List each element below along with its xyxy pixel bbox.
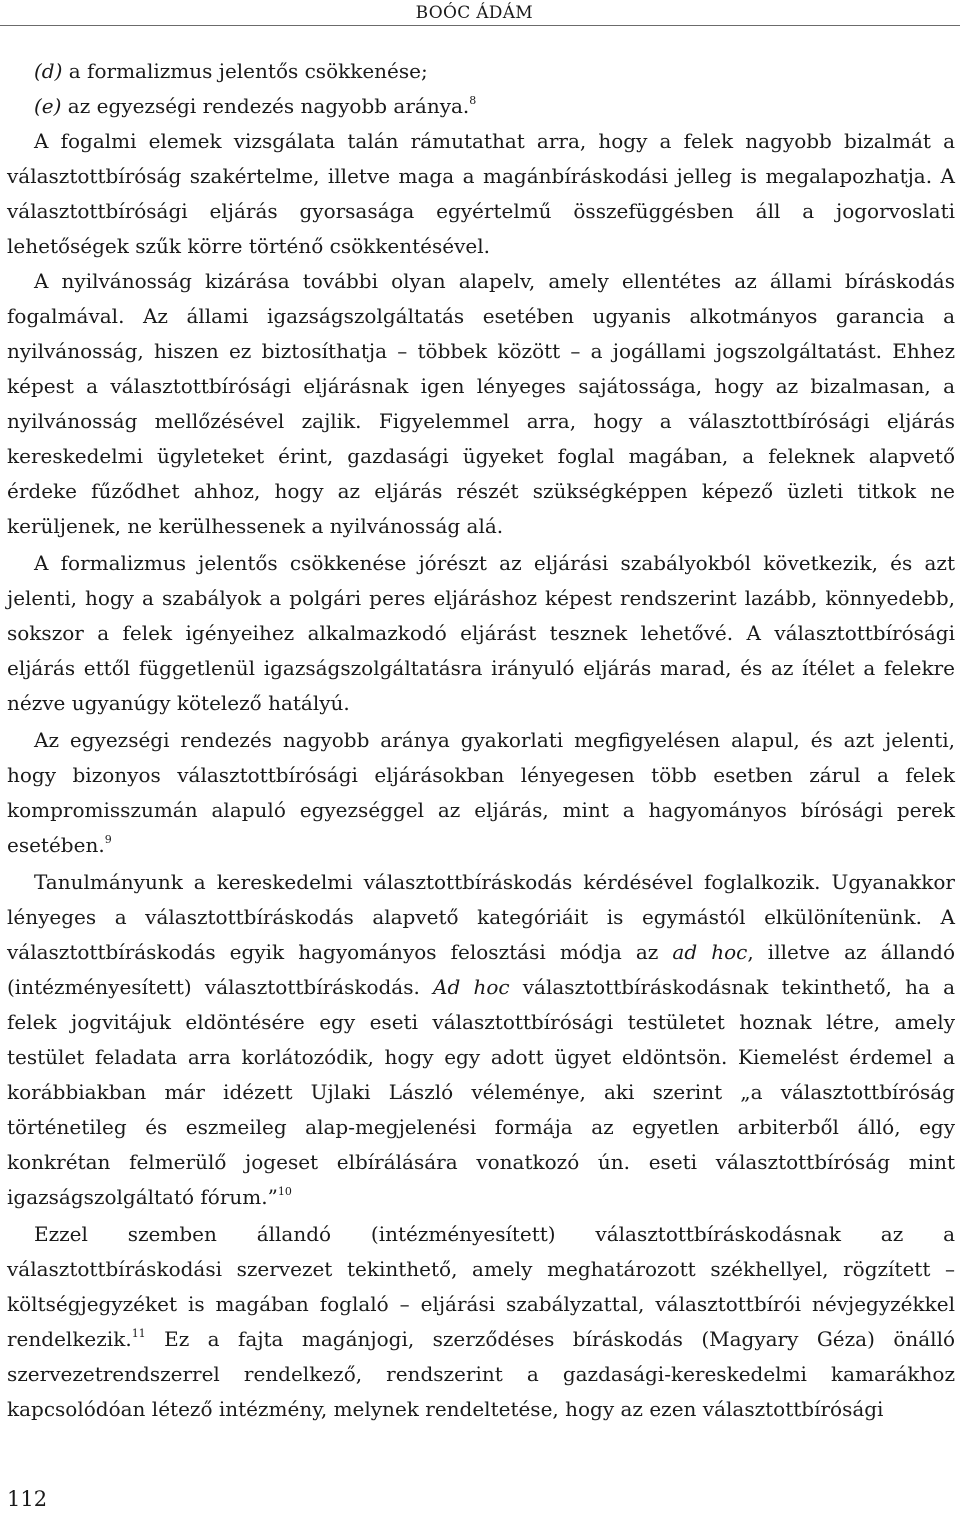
running-head-author: BOÓC ÁDÁM [415,3,533,23]
list-item-d [7,54,955,89]
list-marker: (d) [34,59,63,83]
page-number: 112 [7,1487,48,1511]
paragraph-text: választottbíráskodásnak tekinthető, ha a felek jogvitájuk eldöntésére egy eseti választottbírósági testületet hoznak létre, amely testület feladata arra korlátozódik, hogy egy adott ügyet eldöntsön. Kiemelést érdemel a korábbiakban már idézett Ujlaki László véleménye, aki szerint „a választottbíróság történetileg és eszmeileg alap-megjelenési formája az egyetlen arbiterből álló, egy konkrétan felmerülő jogeset elbírálására vonatkozó ún. eseti választottbíróság mint igazságszolgáltató fórum.” [7,975,955,1209]
paragraph-text: A fogalmi elemek vizsgálata talán rámutathat arra, hogy a felek nagyobb bizalmát a választottbíróság szakértelme, illetve maga a magánbíráskodási jelleg is megalapozhatja. A választottbírósági eljárás gyorsasága egyértelmű összefüggésben áll a jogorvoslati lehetőségek szűk körre történő csökkentésével. [7,129,955,258]
paragraph-settlement [7,723,955,863]
paragraph-text: Ezzel szemben állandó (intézményesített) választottbíráskodásnak az a választottbíráskodási szervezet tekinthető, amely meghatározott székhellyel, rögzített – költségjegyzéket is magában foglaló – eljárási szabályzattal, választottbírói névjegyzékkel rendelkezik. [7,1222,955,1351]
list-marker: (e) [34,94,62,118]
list-item-text: az egyezségi rendezés nagyobb aránya. [61,94,470,118]
paragraph-concepts [7,124,955,264]
list-item-text: a formalizmus jelentős csökkenése; [62,59,428,83]
paragraph-publicity [7,264,955,544]
paragraph-text: A formalizmus jelentős csökkenése jórészt az eljárási szabályokból következik, és azt jelenti, hogy a szabályok a polgári peres eljáráshoz képest rendszerint lazább, könnyedebb, sokszor a felek igényeihez alkalmazkodó eljárást tesznek lehetővé. A választottbírósági eljárás ettől függetlenül igazságszolgáltatásra irányuló eljárás marad, és az ítélet a felekre nézve ugyanúgy kötelező hatályú. [7,551,955,715]
paragraph-text: Tanulmányunk a kereskedelmi választottbíráskodás kérdésével foglalkozik. Ugyanakkor lényeges a választottbíráskodás alapvető kategóriáit is egymástól elkülönítenünk. A választottbíráskodás egyik hagyományos felosztási módja az [7,870,955,964]
list-item-e [7,89,955,124]
paragraph-text: Ez a fajta magánjogi, szerződéses bíráskodás (Magyary Géza) önálló szervezetrendszerrel rendelkező, rendszerint a gazdasági-kereskedelmi kamarákhoz kapcsolódóan létező intézmény, melynek rendeltetése, hogy az ezen választottbírósági [7,1327,955,1421]
page-body [7,54,955,1427]
paragraph-text: , illetve az állandó (intézményesített) választottbíráskodás. [7,940,956,999]
paragraph-text: A nyilvánosság kizárása további olyan alapelv, amely ellentétes az állami bíráskodás fogalmával. Az állami igazságszolgáltatás esetében ugyanis alkotmányos garancia a nyilvánosság, hiszen ez biztosíthatja – többek között – a jogállami jogszolgáltatást. Ehhez képest a választottbírósági eljárásnak igen lényeges sajátossága, hogy az bizalmasan, a nyilvánosság mellőzésével zajlik. Figyelemmel arra, hogy a választottbírósági eljárás kereskedelmi ügyleteket érint, gazdasági ügyeket foglal magában, a feleknek alapvető érdeke fűződhet ahhoz, hogy az eljárás részét szükségképpen képező üzleti titkok ne kerüljenek, ne kerülhessenek a nyilvánosság alá. [7,269,955,538]
footnote-ref: 8 [469,94,477,107]
footnote-ref: 11 [131,1327,146,1340]
running-head [0,3,960,26]
paragraph-institutional [7,1217,955,1427]
footnote-ref: 10 [277,1185,292,1198]
italic-term: ad hoc [672,940,748,964]
paragraph-ad-hoc [7,865,955,1215]
italic-term: Ad hoc [433,975,510,999]
paragraph-text: Az egyezségi rendezés nagyobb aránya gyakorlati megfigyelésen alapul, és azt jelenti, hogy bizonyos választottbírósági eljárásokban lényegesen több esetben zárul a felek kompromisszumán alapuló egyezséggel az eljárás, mint a hagyományos bírósági perek esetében. [7,728,955,857]
footnote-ref: 9 [104,833,112,846]
paragraph-formalism [7,546,955,721]
